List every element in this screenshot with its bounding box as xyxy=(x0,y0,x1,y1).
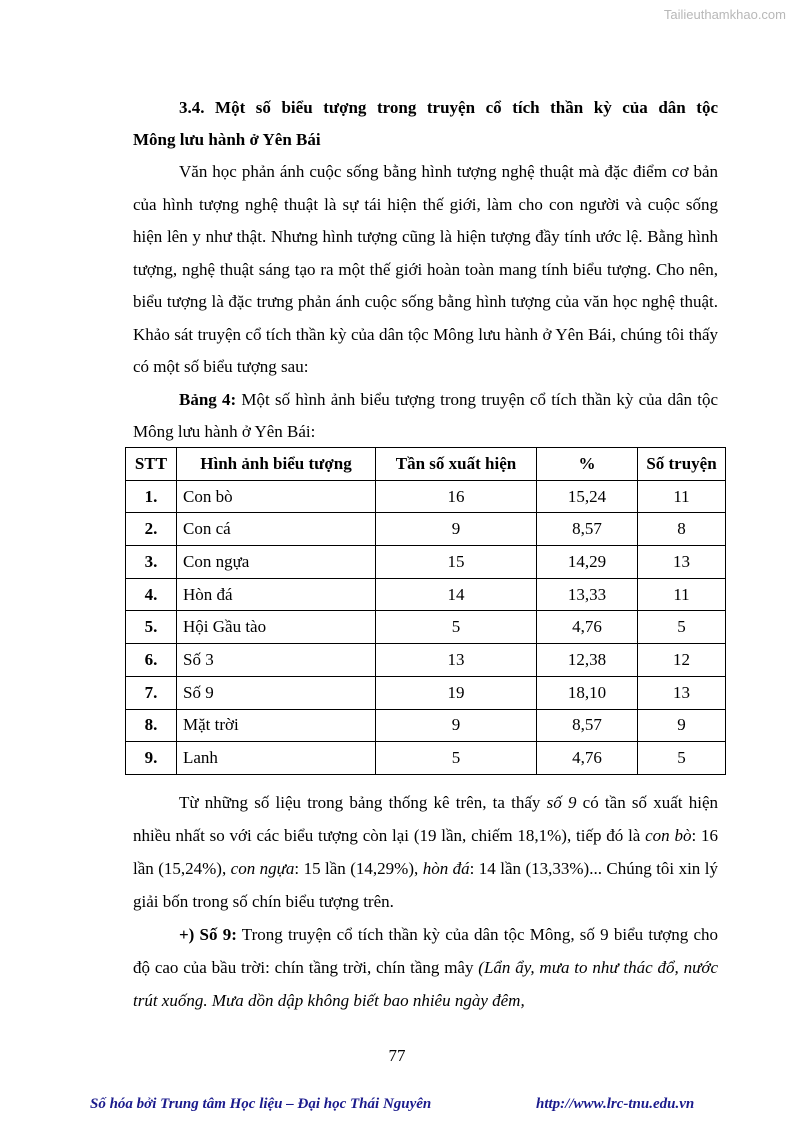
footer-source: Số hóa bởi Trung tâm Học liệu – Đại học Thái Nguyên xyxy=(90,1096,432,1112)
symbol-table xyxy=(125,447,726,775)
row-frequency: 16 xyxy=(376,480,537,513)
analysis-italic-4: hòn đá xyxy=(422,859,470,878)
analysis-text-2: có tần số xuất hiện nhiều nhất so với các biểu tượng còn lại (19 lần, chiếm 18,1%), tiếp đó là xyxy=(133,793,718,845)
row-stt: 9. xyxy=(126,742,177,775)
table-row xyxy=(126,480,726,513)
row-story-count: 5 xyxy=(638,611,726,644)
row-symbol: Hội Gầu tào xyxy=(177,611,376,644)
row-symbol: Hòn đá xyxy=(177,578,376,611)
footer-link[interactable]: http://www.lrc-tnu.edu.vn xyxy=(536,1096,695,1112)
so9-label: +) Số 9: xyxy=(179,925,237,944)
so9-paragraph xyxy=(133,918,718,1017)
row-symbol: Con ngựa xyxy=(177,546,376,579)
row-symbol: Số 3 xyxy=(177,644,376,677)
analysis-italic-2: con bò xyxy=(645,826,692,845)
table-caption xyxy=(133,384,718,448)
row-symbol: Số 9 xyxy=(177,676,376,709)
row-symbol: Con cá xyxy=(177,513,376,546)
analysis-section xyxy=(133,786,718,1017)
row-stt: 8. xyxy=(126,709,177,742)
row-frequency: 5 xyxy=(376,611,537,644)
so9-text: Trong truyện cổ tích thần kỳ của dân tộc Mông, số 9 biểu tượng cho độ cao của bầu trời: chín tầng trời, chín tầng mây xyxy=(133,925,718,977)
table-row xyxy=(126,709,726,742)
row-stt: 6. xyxy=(126,644,177,677)
row-stt: 3. xyxy=(126,546,177,579)
analysis-text-3: : 16 lần (15,24%), xyxy=(133,826,718,878)
analysis-text-1: Từ những số liệu trong bảng thống kê trên, ta thấy xyxy=(179,793,547,812)
row-symbol: Mặt trời xyxy=(177,709,376,742)
row-story-count: 11 xyxy=(638,480,726,513)
row-symbol: Lanh xyxy=(177,742,376,775)
row-percent: 4,76 xyxy=(537,611,638,644)
row-stt: 7. xyxy=(126,676,177,709)
table-row xyxy=(126,644,726,677)
row-story-count: 8 xyxy=(638,513,726,546)
row-frequency: 9 xyxy=(376,513,537,546)
so9-quote: (Lẩn ẩy, mưa to như thác đổ, nước trút xuống. Mưa dồn dập không biết bao nhiêu ngày đêm, xyxy=(133,958,718,1010)
row-story-count: 9 xyxy=(638,709,726,742)
row-percent: 8,57 xyxy=(537,513,638,546)
watermark: Tailieuthamkhao.com xyxy=(663,7,786,22)
table-row xyxy=(126,513,726,546)
row-stt: 4. xyxy=(126,578,177,611)
row-percent: 4,76 xyxy=(537,742,638,775)
table-row xyxy=(126,546,726,579)
row-frequency: 9 xyxy=(376,709,537,742)
intro-paragraph: Văn học phản ánh cuộc sống bằng hình tượng nghệ thuật mà đặc điểm cơ bản của hình tượng nghệ thuật là sự tái hiện thế giới, làm cho con người và cuộc sống hiện lên y như thật. Nhưng hình tượng cũng là hiện tượng đầy tính ước lệ. Bằng hình tượng, nghệ thuật sáng tạo ra một thế giới hoàn toàn mang tính biểu tượng. Cho nên, biểu tượng là đặc trưng phản ánh cuộc sống bằng hình tượng của văn học nghệ thuật. Khảo sát truyện cổ tích thần kỳ của dân tộc Mông lưu hành ở Yên Bái, chúng tôi thấy có một số biểu tượng sau: xyxy=(133,162,718,376)
row-frequency: 13 xyxy=(376,644,537,677)
row-stt: 1. xyxy=(126,480,177,513)
table-row xyxy=(126,578,726,611)
analysis-italic-1: số 9 xyxy=(546,793,577,812)
analysis-italic-3: con ngựa xyxy=(230,859,295,878)
row-stt: 2. xyxy=(126,513,177,546)
table-header-row xyxy=(126,448,726,481)
analysis-paragraph xyxy=(133,786,718,918)
section-heading xyxy=(133,92,718,156)
row-story-count: 11 xyxy=(638,578,726,611)
analysis-text-4: : 15 lần (14,29%), xyxy=(294,859,423,878)
row-frequency: 5 xyxy=(376,742,537,775)
table-caption-text: Một số hình ảnh biểu tượng trong truyện cổ tích thần kỳ của dân tộc Mông lưu hành ở Yên Bái: xyxy=(133,389,718,441)
row-percent: 18,10 xyxy=(537,676,638,709)
row-percent: 12,38 xyxy=(537,644,638,677)
header-stt: STT xyxy=(126,448,177,481)
row-percent: 13,33 xyxy=(537,578,638,611)
row-stt: 5. xyxy=(126,611,177,644)
row-story-count: 13 xyxy=(638,676,726,709)
row-story-count: 12 xyxy=(638,644,726,677)
header-story-count: Số truyện xyxy=(638,448,726,481)
row-frequency: 19 xyxy=(376,676,537,709)
analysis-text-5: : 14 lần (13,33%)... Chúng tôi xin lý giải bốn trong số chín biểu tượng trên. xyxy=(133,859,718,911)
table-row xyxy=(126,742,726,775)
header-frequency: Tần số xuất hiện xyxy=(376,448,537,481)
section-heading-line2: Mông lưu hành ở Yên Bái xyxy=(133,130,321,149)
row-frequency: 14 xyxy=(376,578,537,611)
page-number: 77 xyxy=(388,1046,406,1065)
row-frequency: 15 xyxy=(376,546,537,579)
table-row xyxy=(126,676,726,709)
section-heading-line1: 3.4. Một số biểu tượng trong truyện cổ tích thần kỳ của dân tộc xyxy=(179,98,718,117)
row-story-count: 5 xyxy=(638,742,726,775)
table-row xyxy=(126,611,726,644)
row-percent: 15,24 xyxy=(537,480,638,513)
header-percent: % xyxy=(537,448,638,481)
row-symbol: Con bò xyxy=(177,480,376,513)
main-content xyxy=(133,92,718,448)
table-caption-label: Bảng 4: xyxy=(179,389,237,409)
row-percent: 14,29 xyxy=(537,546,638,579)
header-symbol: Hình ảnh biểu tượng xyxy=(177,448,376,481)
row-story-count: 13 xyxy=(638,546,726,579)
row-percent: 8,57 xyxy=(537,709,638,742)
